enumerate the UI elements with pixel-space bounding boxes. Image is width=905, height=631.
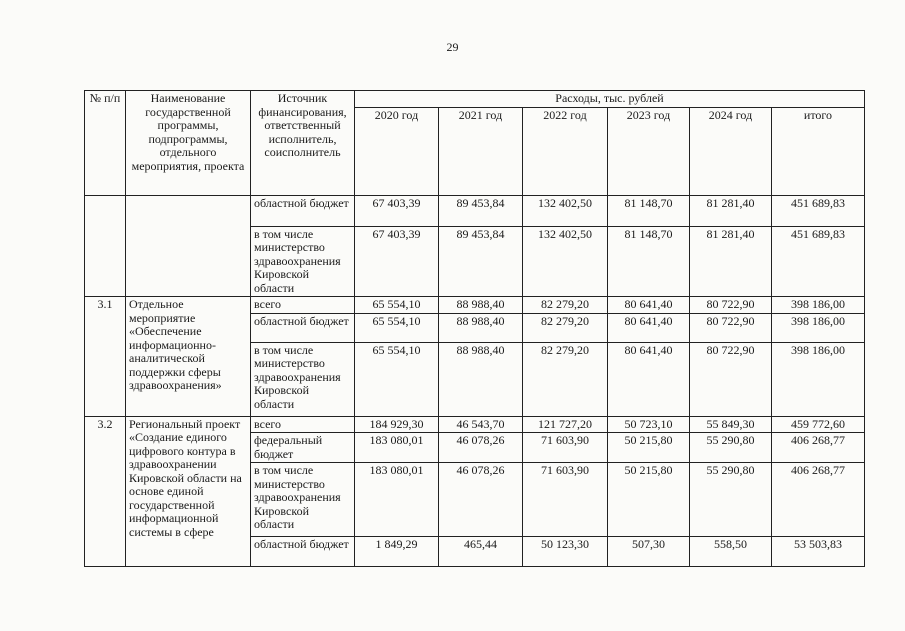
- item-number: [85, 195, 126, 297]
- table-row: [85, 195, 865, 226]
- value-2024: 80 722,90: [690, 313, 772, 342]
- header-row: [85, 91, 865, 108]
- value-2022: 132 402,50: [523, 195, 608, 226]
- value-total: 398 186,00: [772, 313, 865, 342]
- value-2024: 55 849,30: [690, 416, 772, 433]
- value-total: 451 689,83: [772, 195, 865, 226]
- header-year-2023: 2023 год: [608, 107, 690, 195]
- funding-source: федеральный бюджет: [251, 433, 355, 463]
- item-name: [126, 195, 251, 297]
- value-2020: 184 929,30: [355, 416, 439, 433]
- item-number: 3.1: [85, 297, 126, 417]
- value-2020: 183 080,01: [355, 433, 439, 463]
- value-2020: 67 403,39: [355, 195, 439, 226]
- value-2021: 88 988,40: [439, 313, 523, 342]
- value-2022: 50 123,30: [523, 537, 608, 567]
- value-2022: 71 603,90: [523, 463, 608, 537]
- value-2023: 80 641,40: [608, 342, 690, 416]
- funding-source: областной бюджет: [251, 195, 355, 226]
- value-2020: 1 849,29: [355, 537, 439, 567]
- item-number: 3.2: [85, 416, 126, 567]
- value-2020: 65 554,10: [355, 297, 439, 314]
- value-2022: 71 603,90: [523, 433, 608, 463]
- header-num: № п/п: [85, 91, 126, 196]
- header-total: итого: [772, 107, 865, 195]
- value-total: 53 503,83: [772, 537, 865, 567]
- value-2023: 80 641,40: [608, 313, 690, 342]
- value-2023: 81 148,70: [608, 226, 690, 297]
- value-2021: 88 988,40: [439, 297, 523, 314]
- value-2021: 46 543,70: [439, 416, 523, 433]
- funding-source: всего: [251, 416, 355, 433]
- value-2022: 82 279,20: [523, 342, 608, 416]
- value-2021: 46 078,26: [439, 433, 523, 463]
- value-total: 451 689,83: [772, 226, 865, 297]
- value-2023: 50 215,80: [608, 463, 690, 537]
- value-2022: 121 727,20: [523, 416, 608, 433]
- value-2023: 50 215,80: [608, 433, 690, 463]
- funding-source: в том числе министерство здравоохранения Кировской области: [251, 463, 355, 537]
- value-2024: 558,50: [690, 537, 772, 567]
- value-2023: 507,30: [608, 537, 690, 567]
- value-2024: 81 281,40: [690, 226, 772, 297]
- value-2020: 65 554,10: [355, 313, 439, 342]
- value-2023: 80 641,40: [608, 297, 690, 314]
- value-2023: 81 148,70: [608, 195, 690, 226]
- value-2021: 89 453,84: [439, 195, 523, 226]
- header-name: Наименование государственной программы, подпрограммы, отдельного мероприятия, проекта: [126, 91, 251, 196]
- value-2022: 132 402,50: [523, 226, 608, 297]
- value-total: 406 268,77: [772, 463, 865, 537]
- value-2024: 80 722,90: [690, 342, 772, 416]
- table-row: [85, 297, 865, 314]
- value-2023: 50 723,10: [608, 416, 690, 433]
- value-2020: 65 554,10: [355, 342, 439, 416]
- funding-source: в том числе министерство здравоохранения Кировской области: [251, 226, 355, 297]
- value-2021: 88 988,40: [439, 342, 523, 416]
- value-2022: 82 279,20: [523, 297, 608, 314]
- page-number: 29: [446, 40, 459, 54]
- value-total: 459 772,60: [772, 416, 865, 433]
- item-name: Региональный проект «Создание единого цифрового контура в здравоохранении Кировской области на основе единой государственной информационной системы в сфере: [126, 416, 251, 567]
- header-expenses: Расходы, тыс. рублей: [355, 91, 865, 108]
- table-row: [85, 416, 865, 433]
- value-2021: 46 078,26: [439, 463, 523, 537]
- value-2021: 89 453,84: [439, 226, 523, 297]
- header-year-2021: 2021 год: [439, 107, 523, 195]
- header-year-2020: 2020 год: [355, 107, 439, 195]
- value-2024: 55 290,80: [690, 433, 772, 463]
- header-year-2024: 2024 год: [690, 107, 772, 195]
- value-2020: 67 403,39: [355, 226, 439, 297]
- value-2024: 80 722,90: [690, 297, 772, 314]
- funding-source: в том числе министерство здравоохранения Кировской области: [251, 342, 355, 416]
- funding-source: областной бюджет: [251, 313, 355, 342]
- value-2021: 465,44: [439, 537, 523, 567]
- value-total: 406 268,77: [772, 433, 865, 463]
- funding-source: всего: [251, 297, 355, 314]
- value-2024: 81 281,40: [690, 195, 772, 226]
- funding-source: областной бюджет: [251, 537, 355, 567]
- value-total: 398 186,00: [772, 297, 865, 314]
- value-2024: 55 290,80: [690, 463, 772, 537]
- header-year-2022: 2022 год: [523, 107, 608, 195]
- budget-table: [84, 90, 865, 567]
- value-2020: 183 080,01: [355, 463, 439, 537]
- header-source: Источник финансирования, ответственный исполнитель, соисполнитель: [251, 91, 355, 196]
- value-2022: 82 279,20: [523, 313, 608, 342]
- value-total: 398 186,00: [772, 342, 865, 416]
- item-name: Отдельное мероприятие «Обеспечение информационно-аналитической поддержки сферы здравоохранения»: [126, 297, 251, 417]
